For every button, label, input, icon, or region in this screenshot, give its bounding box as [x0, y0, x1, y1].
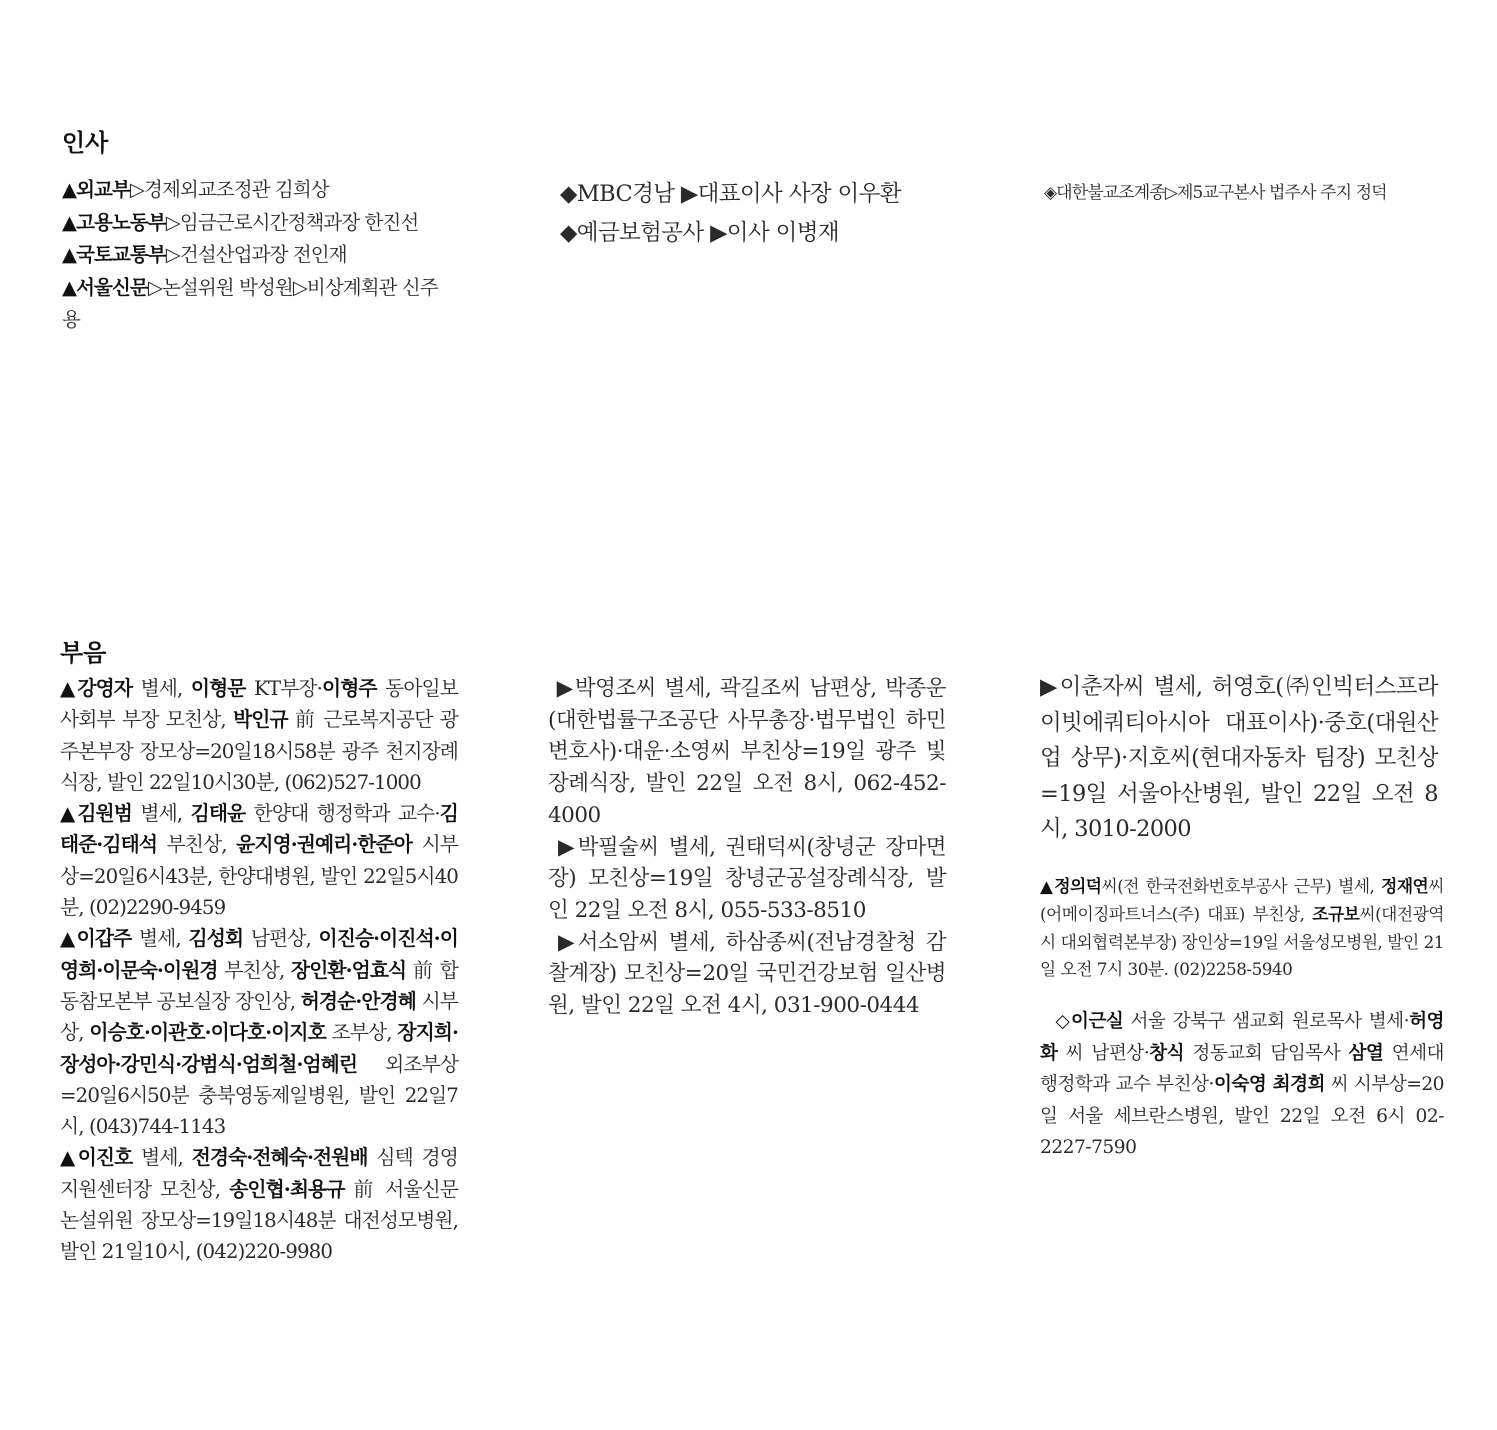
- obituary-text: 前 서울신문 논설위원 장모상=19일18시48분 대전성모병원, 발인 21일10시, (042)220-9980: [60, 1177, 458, 1264]
- person-name: ▲정의덕: [1040, 876, 1102, 896]
- appointment-detail: ▷건설산업과장 전인재: [165, 243, 347, 266]
- appointment-detail: ▷논설위원 박성원▷비상계획관 신주용: [62, 275, 438, 331]
- obituary-text: 시부상=20일6시43분, 한양대병원, 발인 22일5시40분, (02)2290-9459: [60, 833, 458, 920]
- obituary-entry: [60, 673, 458, 798]
- appointment-detail: ▷임금근로시간정책과장 한진선: [165, 210, 419, 234]
- obituary-text: 부친상,: [217, 958, 292, 982]
- person-name: 허경순·안경혜: [300, 988, 416, 1013]
- obituary-text: KT부장·: [245, 677, 322, 700]
- person-name: 윤지영·권예리·한준아: [236, 832, 413, 857]
- personnel-entry: ◈대한불교조계종▷제5교구본사 법주사 주지 정덕: [1044, 183, 1387, 203]
- obituary-text: 부친상,: [157, 833, 237, 857]
- person-name: 김태윤: [190, 801, 246, 826]
- organization-name: ▲국토교통부: [62, 243, 166, 266]
- person-name: 김성회: [188, 926, 244, 951]
- obituary-column-2: [548, 673, 953, 1022]
- person-name: 박인규: [233, 707, 288, 732]
- obituary-text: 정동교회 담임목사: [1184, 1042, 1349, 1064]
- obituary-text: 남편상,: [243, 927, 319, 951]
- person-name: 전경숙·전혜숙·전원배: [191, 1145, 368, 1170]
- person-name: 이승호·이관호·이다호·이지호: [89, 1020, 326, 1045]
- obituary-text: 조부상,: [325, 1021, 398, 1045]
- obituary-entry: ▶박영조씨 별세, 곽길조씨 남편상, 박종운(대한법률구조공단 사무총장·법무법인 하민 변호사)·대운·소영씨 부친상=19일 광주 빛장례식장, 발인 22일 오전 8시, 062-452-4000: [548, 676, 953, 828]
- obituary-text: 서울 강북구 샘교회 원로목사 별세·: [1123, 1011, 1410, 1032]
- obituary-column-1: [60, 673, 458, 1268]
- person-name: 삼열: [1348, 1042, 1384, 1064]
- obituary-section-title: 부음: [60, 639, 107, 667]
- appointment-detail: ▷경제외교조정관 김희상: [129, 178, 329, 201]
- person-name: 조규보: [1312, 903, 1360, 924]
- obituary-entry: [60, 798, 458, 923]
- personnel-entry: [62, 207, 454, 240]
- personnel-entry: [62, 272, 454, 337]
- obituary-text: 별세,: [131, 802, 191, 826]
- obituary-text: 연세대 행정학과 교수 부친상·: [1040, 1042, 1450, 1095]
- obituary-text: 별세,: [131, 927, 189, 951]
- person-name: 이진승·이진석·이영희·이문숙·이원경: [60, 926, 458, 982]
- person-name: 허영화: [1040, 1011, 1444, 1064]
- obituary-text: 씨(대전광역시 대외협력본부장) 장인상=19일 서울성모병원, 발인 21일 오전 7시 30분. (02)2258-5940: [1040, 903, 1444, 980]
- person-name: 이형주: [322, 676, 377, 700]
- person-name: ▲김원범: [60, 801, 132, 826]
- personnel-column-3: [1044, 178, 1464, 208]
- person-name: ▲강영자: [60, 676, 133, 700]
- obituary-text: 시부상,: [60, 989, 458, 1045]
- obituary-entry: ▶서소암씨 별세, 하삼종씨(전남경찰청 감찰계장) 모친상=20일 국민건강보험 일산병원, 발인 22일 오전 4시, 031-900-0444: [548, 929, 946, 1019]
- person-name: 이숙영 최경희: [1213, 1074, 1325, 1095]
- person-name: 송인협·최용규: [229, 1176, 345, 1201]
- obituary-entry: [60, 1142, 458, 1267]
- person-name: ▲이진호: [60, 1145, 133, 1170]
- organization-name: ▲서울신문: [62, 275, 148, 299]
- obituary-entry: [60, 923, 458, 1142]
- personnel-column-2: [560, 175, 970, 252]
- obituary-text: 前 근로복지공단 광주본부장 장모상=20일18시58분 광주 천지장례식장, 발인 22일10시30분, (062)527-1000: [60, 708, 458, 794]
- obituary-text: 별세,: [132, 677, 191, 700]
- person-name: 창식: [1149, 1042, 1185, 1064]
- person-name: ▲이갑주: [60, 926, 132, 951]
- obituary-column-3-entry-2: [1040, 873, 1444, 984]
- personnel-entry: [62, 239, 454, 272]
- obituary-text: 외조부상=20일6시50분 충북영동제일병원, 발인 22일7시, (043)744-1143: [60, 1052, 458, 1139]
- obituary-text: 씨(어메이징파트너스(주) 대표) 부친상,: [1040, 876, 1444, 924]
- obituary-text: 별세,: [132, 1146, 192, 1170]
- obituary-text: 심텍 경영지원센터장 모친상,: [60, 1146, 458, 1201]
- personnel-entry: ◆예금보험공사 ▶이사 이병재: [560, 219, 839, 246]
- person-name: 정재연: [1381, 876, 1429, 896]
- obituary-text: 동아일보 사회부 부장 모친상,: [60, 677, 458, 732]
- obituary-text: 씨 시부상=20일 서울 세브란스병원, 발인 22일 오전 6시 02-2227-7590: [1040, 1074, 1444, 1158]
- personnel-column-1: [62, 174, 454, 337]
- obituary-entry: [1040, 873, 1444, 984]
- personnel-section-title: 인사: [62, 129, 109, 157]
- obituary-text: 한양대 행정학과 교수·: [245, 802, 440, 826]
- person-name: 김태준·김태석: [60, 801, 458, 857]
- person-name: 장인환·엄효식: [291, 957, 407, 982]
- personnel-entry: ◆MBC경남 ▶대표이사 사장 이우환: [560, 181, 901, 207]
- organization-name: ▲외교부: [62, 178, 130, 201]
- person-name: 장지희·장성아·강민식·강범식·엄희철·엄혜린: [60, 1020, 458, 1076]
- obituary-entry: [1040, 1006, 1450, 1164]
- obituary-text: 씨(전 한국전화번호부공사 근무) 별세,: [1101, 876, 1382, 896]
- person-name: ◇이근실: [1040, 1011, 1124, 1032]
- obituary-entry: ▶박필술씨 별세, 권태덕씨(창녕군 장마면장) 모친상=19일 창녕군공설장례식장, 발인 22일 오전 8시, 055-533-8510: [548, 834, 946, 923]
- personnel-entry: [62, 174, 454, 207]
- obituary-column-3-entry-1: [1040, 670, 1438, 848]
- obituary-text: 씨 남편상·: [1057, 1042, 1150, 1064]
- organization-name: ▲고용노동부: [62, 210, 166, 234]
- obituary-column-3-entry-3: [1040, 1006, 1450, 1164]
- person-name: 이형문: [190, 676, 246, 700]
- obituary-text: 前 합동참모본부 공보실장 장인상,: [60, 958, 458, 1013]
- obituary-entry: ▶이춘자씨 별세, 허영호(㈜인빅터스프라이빗에쿼티아시아 대표이사)·중호(대원산업 상무)·지호씨(현대자동차 팀장) 모친상=19일 서울아산병원, 발인 22일 오전 8시, 3010-2000: [1040, 674, 1438, 842]
